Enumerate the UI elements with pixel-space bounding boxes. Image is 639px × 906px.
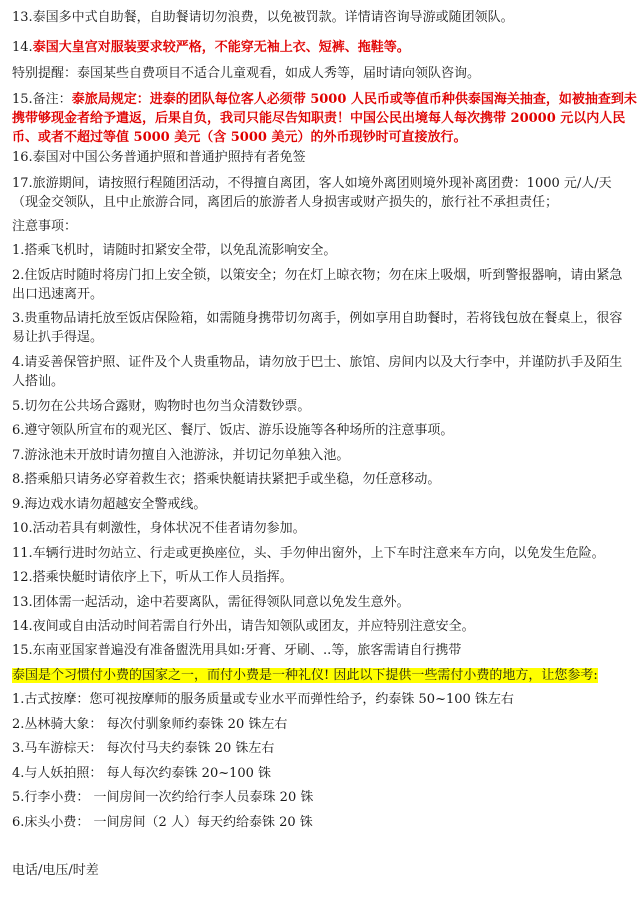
item-15-warning-part-1: 泰旅局规定：进泰的团队每位客人必须带 5000 人民币或等值币种供泰国海关抽查，如被抽查到未 [71,92,637,107]
note-3-line-1: 3.贵重物品请托放至饭店保险箱，如需随身携带切勿离手，例如享用自助餐时，若将钱包放在餐桌上，很容 [12,311,623,326]
notes-heading: 注意事项： [12,219,78,234]
note-12: 12.搭乘快艇时请依序上下，听从工作人员指挥。 [12,570,293,585]
item-14-dress-code [12,38,624,58]
note-5: 5.切勿在公共场合露财，购物时也勿当众清数钞票。 [12,399,311,414]
item-13-buffet: 13.泰国多中式自助餐，自助餐请切勿浪费，以免被罚款。详情请咨询导游或随团领队。 [12,10,514,25]
note-10: 10.活动若具有刺激性，身体状况不佳者请勿参加。 [12,521,306,536]
tip-1-massage: 1.古式按摩：您可视按摩师的服务质量或专业水平而弹性给予，约泰铢 50~100 铢左右 [12,692,514,707]
note-4-line-2: 人搭讪。 [12,374,65,389]
tip-4-photo: 4.与人妖拍照： 每人每次约泰铢 20~100 铢 [12,766,272,781]
note-1: 1.搭乘飞机时，请随时扣紧安全带，以免乱流影响安全。 [12,243,337,258]
tip-3-carriage: 3.马车游棕天： 每次付马夫约泰铢 20 铢左右 [12,741,275,756]
tip-5-luggage: 5.行李小费： 一间房间一次约给行李人员泰珠 20 铢 [12,790,314,805]
note-4-line-1: 4.请妥善保管护照、证件及个人贵重物品，请勿放于巴士、旅馆、房间内以及大行李中，并谨防扒手及陌生 [12,355,623,370]
note-2-line-2: 出口迅速离开。 [12,287,104,302]
item-14-number: 14. [12,40,33,55]
note-7: 7.游泳池未开放时请勿擅自入池游泳，并切记勿单独入池。 [12,448,350,463]
special-reminder: 特别提醒：泰国某些自费项目不适合儿童观看，如成人秀等，届时请向领队咨询。 [12,66,481,81]
item-14-warning: 泰国大皇宫对服装要求较严格，不能穿无袖上衣、短裤、拖鞋等。 [32,40,410,55]
note-14: 14.夜间或自由活动时间若需自行外出，请告知领队或团友，并应特别注意安全。 [12,619,475,634]
note-15: 15.东南亚国家普遍没有准备盥洗用具如:牙膏、牙刷、..等，旅客需请自行携带 [12,643,462,658]
note-9: 9.海边戏水请勿超越安全警戒线。 [12,497,207,512]
tip-6-bedside: 6.床头小费： 一间房间（2 人）每天约给泰铢 20 铢 [12,815,313,830]
tipping-intro [12,666,624,686]
note-13: 13.团体需一起活动，途中若要离队，需征得领队同意以免发生意外。 [12,595,410,610]
tip-2-elephant: 2.丛林骑大象： 每次付驯象师约泰铢 20 铢左右 [12,717,288,732]
item-15-warning-part-2: 携带够现金者给予遣返，后果自负，我司只能尽告知职责！中国公民出境每人每次携带 20000 元以内人民 [12,111,626,126]
note-8: 8.搭乘船只请务必穿着救生衣；搭乘快艇请扶紧把手或坐稳，勿任意移动。 [12,472,441,487]
tipping-intro-highlight: 泰国是个习惯付小费的国家之一，而付小费是一种礼仪! 因此以下提供一些需付小费的地方，让您参考: [12,668,598,683]
note-2-line-1: 2.住饭店时随时将房门扣上安全锁，以策安全；勿在灯上晾衣物；勿在床上吸烟，听到警报器响，请由紧急 [12,268,623,283]
note-6: 6.遵守领队所宣布的观光区、餐厅、饭店、游乐设施等各种场所的注意事项。 [12,423,454,438]
footer-section-title: 电话/电压/时差 [12,863,99,878]
item-15-warning-part-3: 币、或者不超过等值 5000 美元（含 5000 美元）的外币现钞时可直接放行。 [12,130,467,145]
item-15-label: 15.备注： [12,92,72,107]
item-16-visa-exemption: 16.泰国对中国公务普通护照和普通护照持有者免签 [12,150,306,165]
item-15-note-line-1 [12,90,637,110]
note-3-line-2: 易让扒手得逞。 [12,330,104,345]
item-17-line-2: （现金交领队，且中止旅游合同，离团后的旅游者人身损害或财产损失的，旅行社不承担责任； [12,195,559,210]
item-17-line-1: 17.旅游期间，请按照行程随团活动，不得擅自离团，客人如境外离团则境外现补离团费：1000 元/人/天 [12,176,612,191]
note-11: 11.车辆行进时勿站立、行走或更换座位，头、手勿伸出窗外，上下车时注意来车方向，以免发生危险。 [12,546,605,561]
